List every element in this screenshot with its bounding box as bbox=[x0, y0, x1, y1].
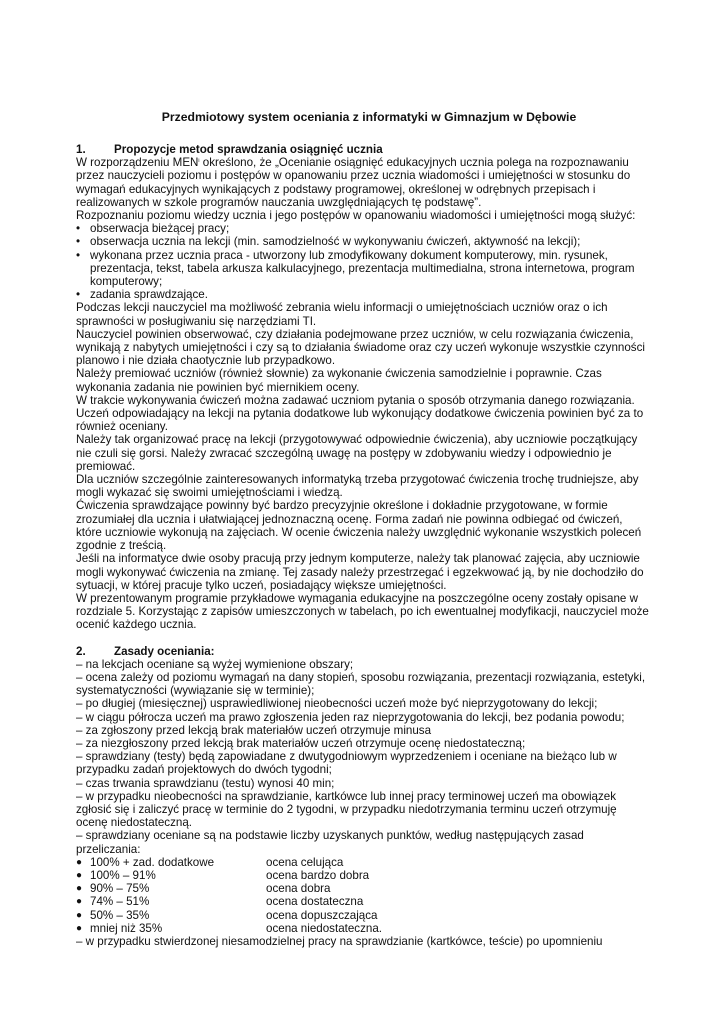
section-2-heading bbox=[76, 645, 650, 658]
bullet-icon: • bbox=[76, 288, 81, 302]
bullet-icon: ● bbox=[76, 896, 83, 908]
rule-line: – w ciągu półrocza uczeń ma prawo zgłoszenia jeden raz nieprzygotowania do lekcji, bez podania powodu; bbox=[76, 710, 625, 724]
list-item bbox=[76, 249, 650, 289]
list-item bbox=[76, 288, 650, 301]
methods-list bbox=[76, 222, 650, 301]
grade-row bbox=[76, 895, 650, 908]
intro-suffix: określono, że „Ocenianie osiągnięć edukacyjnych ucznia polega na rozpoznawaniu przez nauczycieli poziomu i postępów w opanowaniu przez ucznia wiadomości i umiejętności w stosunku do wymagań edukacyjnych wynikających z podstawy programowej, określonej w odrębnych przepisach i realizowanych w szkole programów nauczania uwzględniających tę podstawę”. bbox=[76, 156, 631, 209]
section-1-lead: Rozpoznaniu poziomu wiedzy ucznia i jego postępów w opanowaniu wiadomości i umiejętności mogą służyć: bbox=[76, 209, 636, 223]
bullet-icon: • bbox=[76, 222, 81, 236]
rule-line: – za zgłoszony przed lekcją brak materiałów uczeń otrzymuje minusa bbox=[76, 723, 432, 737]
grade-label: ocena niedostateczna. bbox=[266, 921, 383, 935]
rule-line: – po długiej (miesięcznej) usprawiedliwionej nieobecności uczeń może być nieprzygotowany do lekcji; bbox=[76, 697, 598, 711]
grade-row bbox=[76, 909, 650, 922]
grade-label: ocena dopuszczająca bbox=[266, 908, 378, 922]
list-item bbox=[76, 222, 650, 235]
section-1-intro bbox=[76, 156, 650, 209]
paragraph: W trakcie wykonywania ćwiczeń można zadawać uczniom pytania o sposób otrzymania danego rozwiązania. Uczeń odpowiadający na lekcji na pytania dodatkowe lub wykonujący dodatkowe ćwiczenia powinien być za to również oceniany. bbox=[76, 393, 644, 434]
rule-line: – sprawdziany oceniane są na podstawie liczby uzyskanych punktów, według następujących zasad przeliczania: bbox=[76, 829, 584, 856]
bullet-icon: ● bbox=[76, 922, 83, 934]
grade-label: ocena dobra bbox=[266, 882, 331, 896]
grade-range: 74% – 51% bbox=[90, 895, 150, 909]
grade-row bbox=[76, 869, 650, 882]
grade-row bbox=[76, 922, 650, 935]
section-1-number: 1. bbox=[76, 143, 86, 156]
grading-scale-list bbox=[76, 856, 650, 935]
grade-range: mniej niż 35% bbox=[90, 921, 163, 935]
paragraph: Podczas lekcji nauczyciel ma możliwość zebrania wielu informacji o umiejętnościach uczniów oraz o ich sprawności w posługiwaniu się narzędziami TI. bbox=[76, 301, 608, 328]
grade-label: ocena dostateczna bbox=[266, 895, 364, 909]
bullet-icon: ● bbox=[76, 883, 83, 895]
rule-line: – na lekcjach oceniane są wyżej wymienione obszary; bbox=[76, 657, 354, 671]
intro-prefix: W rozporządzeniu MEN bbox=[76, 156, 199, 170]
list-item-text: zadania sprawdzające. bbox=[90, 288, 208, 302]
list-item-text: obserwacja ucznia na lekcji (min. samodzielność w wykonywaniu ćwiczeń, aktywność na lekcji); bbox=[90, 235, 581, 249]
grade-range: 100% + zad. dodatkowe bbox=[90, 855, 215, 869]
list-item bbox=[76, 235, 650, 248]
grade-row bbox=[76, 856, 650, 869]
section-1-heading bbox=[76, 143, 650, 156]
bullet-icon: ● bbox=[76, 869, 83, 881]
paragraph: Nauczyciel powinien obserwować, czy działania podejmowane przez uczniów, w celu rozwiązania ćwiczenia, wynikają z nabytych umiejętności i czy są to działania świadome oraz czy uczeń wykonuje wszystkie czynności planowo i nie działa chaotycznie lub przypadkowo. bbox=[76, 327, 645, 368]
rule-line: – czas trwania sprawdzianu (testu) wynosi 40 min; bbox=[76, 776, 335, 790]
list-item-text: obserwacja bieżącej pracy; bbox=[90, 222, 230, 236]
grade-range: 50% – 35% bbox=[90, 908, 150, 922]
rule-line-closing: – w przypadku stwierdzonej niesamodzielnej pracy na sprawdzianie (kartkówce, teście) po upomnieniu bbox=[76, 934, 603, 948]
grade-label: ocena bardzo dobra bbox=[266, 868, 370, 882]
paragraph: W prezentowanym programie przykładowe wymagania edukacyjne na poszczególne oceny zostały opisane w rozdziale 5. Korzystając z zapisów umieszczonych w tabelach, po ich ewentualnej modyfikacji, nauczyciel może ocenić każdego ucznia. bbox=[76, 591, 649, 632]
grade-range: 90% – 75% bbox=[90, 882, 150, 896]
paragraph: Należy tak organizować pracę na lekcji (przygotowywać odpowiednie ćwiczenia), aby uczniowie początkujący nie czuli się gorsi. Należy zwracać szczególną uwagę na postępy w zdobywaniu wiedzy i odpowiednio je premiować. bbox=[76, 433, 638, 473]
grade-range: 100% – 91% bbox=[90, 868, 156, 882]
paragraph: Ćwiczenia sprawdzające powinny być bardzo precyzyjnie określone i dokładnie przygotowane, w formie zrozumiałej dla ucznia i ułatwiającej jednoznaczną ocenę. Forma zadań nie powinna odbiegać od ćwiczeń, które uczniowie wykonują na zajęciach. W ocenie ćwiczenia należy uwzględnić wykonanie wszystkich poleceń zgodnie z treścią. bbox=[76, 499, 642, 553]
list-item-text: wykonana przez ucznia praca - utworzony lub zmodyfikowany dokument komputerowy, min. rysunek, prezentacja, tekst, tabela arkusza kalkulacyjnego, prezentacja multimedialna, strona internetowa, program komputerowy; bbox=[90, 248, 635, 289]
section-2-number: 2. bbox=[76, 644, 86, 658]
footnote-marker[interactable]: i bbox=[198, 158, 200, 165]
section-1-title: Propozycje metod sprawdzania osiągnięć ucznia bbox=[114, 143, 383, 156]
paragraph: Dla uczniów szczególnie zainteresowanych informatyką trzeba przygotować ćwiczenia trochę trudniejsze, aby mogli wykazać się swoimi umiejętnościami i wiedzą. bbox=[76, 473, 639, 500]
rule-line: – w przypadku nieobecności na sprawdzianie, kartkówce lub innej pracy terminowej uczeń ma obowiązek zgłosić się i zaliczyć pracę w terminie do 2 tygodni, w przypadku niedotrzymania terminu uczeń otrzymuję ocenę niedostateczną. bbox=[76, 789, 617, 830]
rule-line: – ocena zależy od poziomu wymagań na dany stopień, sposobu rozwiązania, prezentacji rozwiązania, estetyki, systematyczności (wywiązanie się w terminie); bbox=[76, 670, 646, 698]
bullet-icon: ● bbox=[76, 909, 83, 921]
section-2-title: Zasady oceniania: bbox=[114, 644, 215, 658]
bullet-icon: • bbox=[76, 248, 81, 262]
document-title: Przedmiotowy system oceniania z informatyki w Gimnazjum w Dębowie bbox=[161, 110, 577, 124]
grade-label: ocena celująca bbox=[266, 855, 344, 869]
bullet-icon: ● bbox=[76, 856, 83, 868]
paragraph: Jeśli na informatyce dwie osoby pracują przy jednym komputerze, należy tak planować zajęcia, aby uczniowie mogli wykonywać ćwiczenia na zmianę. Tej zasady należy przestrzegać i egzekwować ją, by nie dochodziło do sytuacji, w której pracuje tylko uczeń, posiadający większe umiejętności. bbox=[76, 552, 644, 592]
paragraph: Należy premiować uczniów (również słownie) za wykonanie ćwiczenia samodzielnie i poprawnie. Czas wykonania zadania nie powinien być miernikiem oceny. bbox=[76, 367, 602, 394]
rule-line: – za niezgłoszony przed lekcją brak materiałów uczeń otrzymuje ocenę niedostateczną; bbox=[76, 736, 526, 750]
bullet-icon: • bbox=[76, 235, 81, 249]
grade-row bbox=[76, 882, 650, 895]
rule-line: – sprawdziany (testy) będą zapowiadane z dwutygodniowym wyprzedzeniem i oceniane na bieżąco lub w przypadku zadań projektowych do dwóch tygodni; bbox=[76, 750, 617, 777]
